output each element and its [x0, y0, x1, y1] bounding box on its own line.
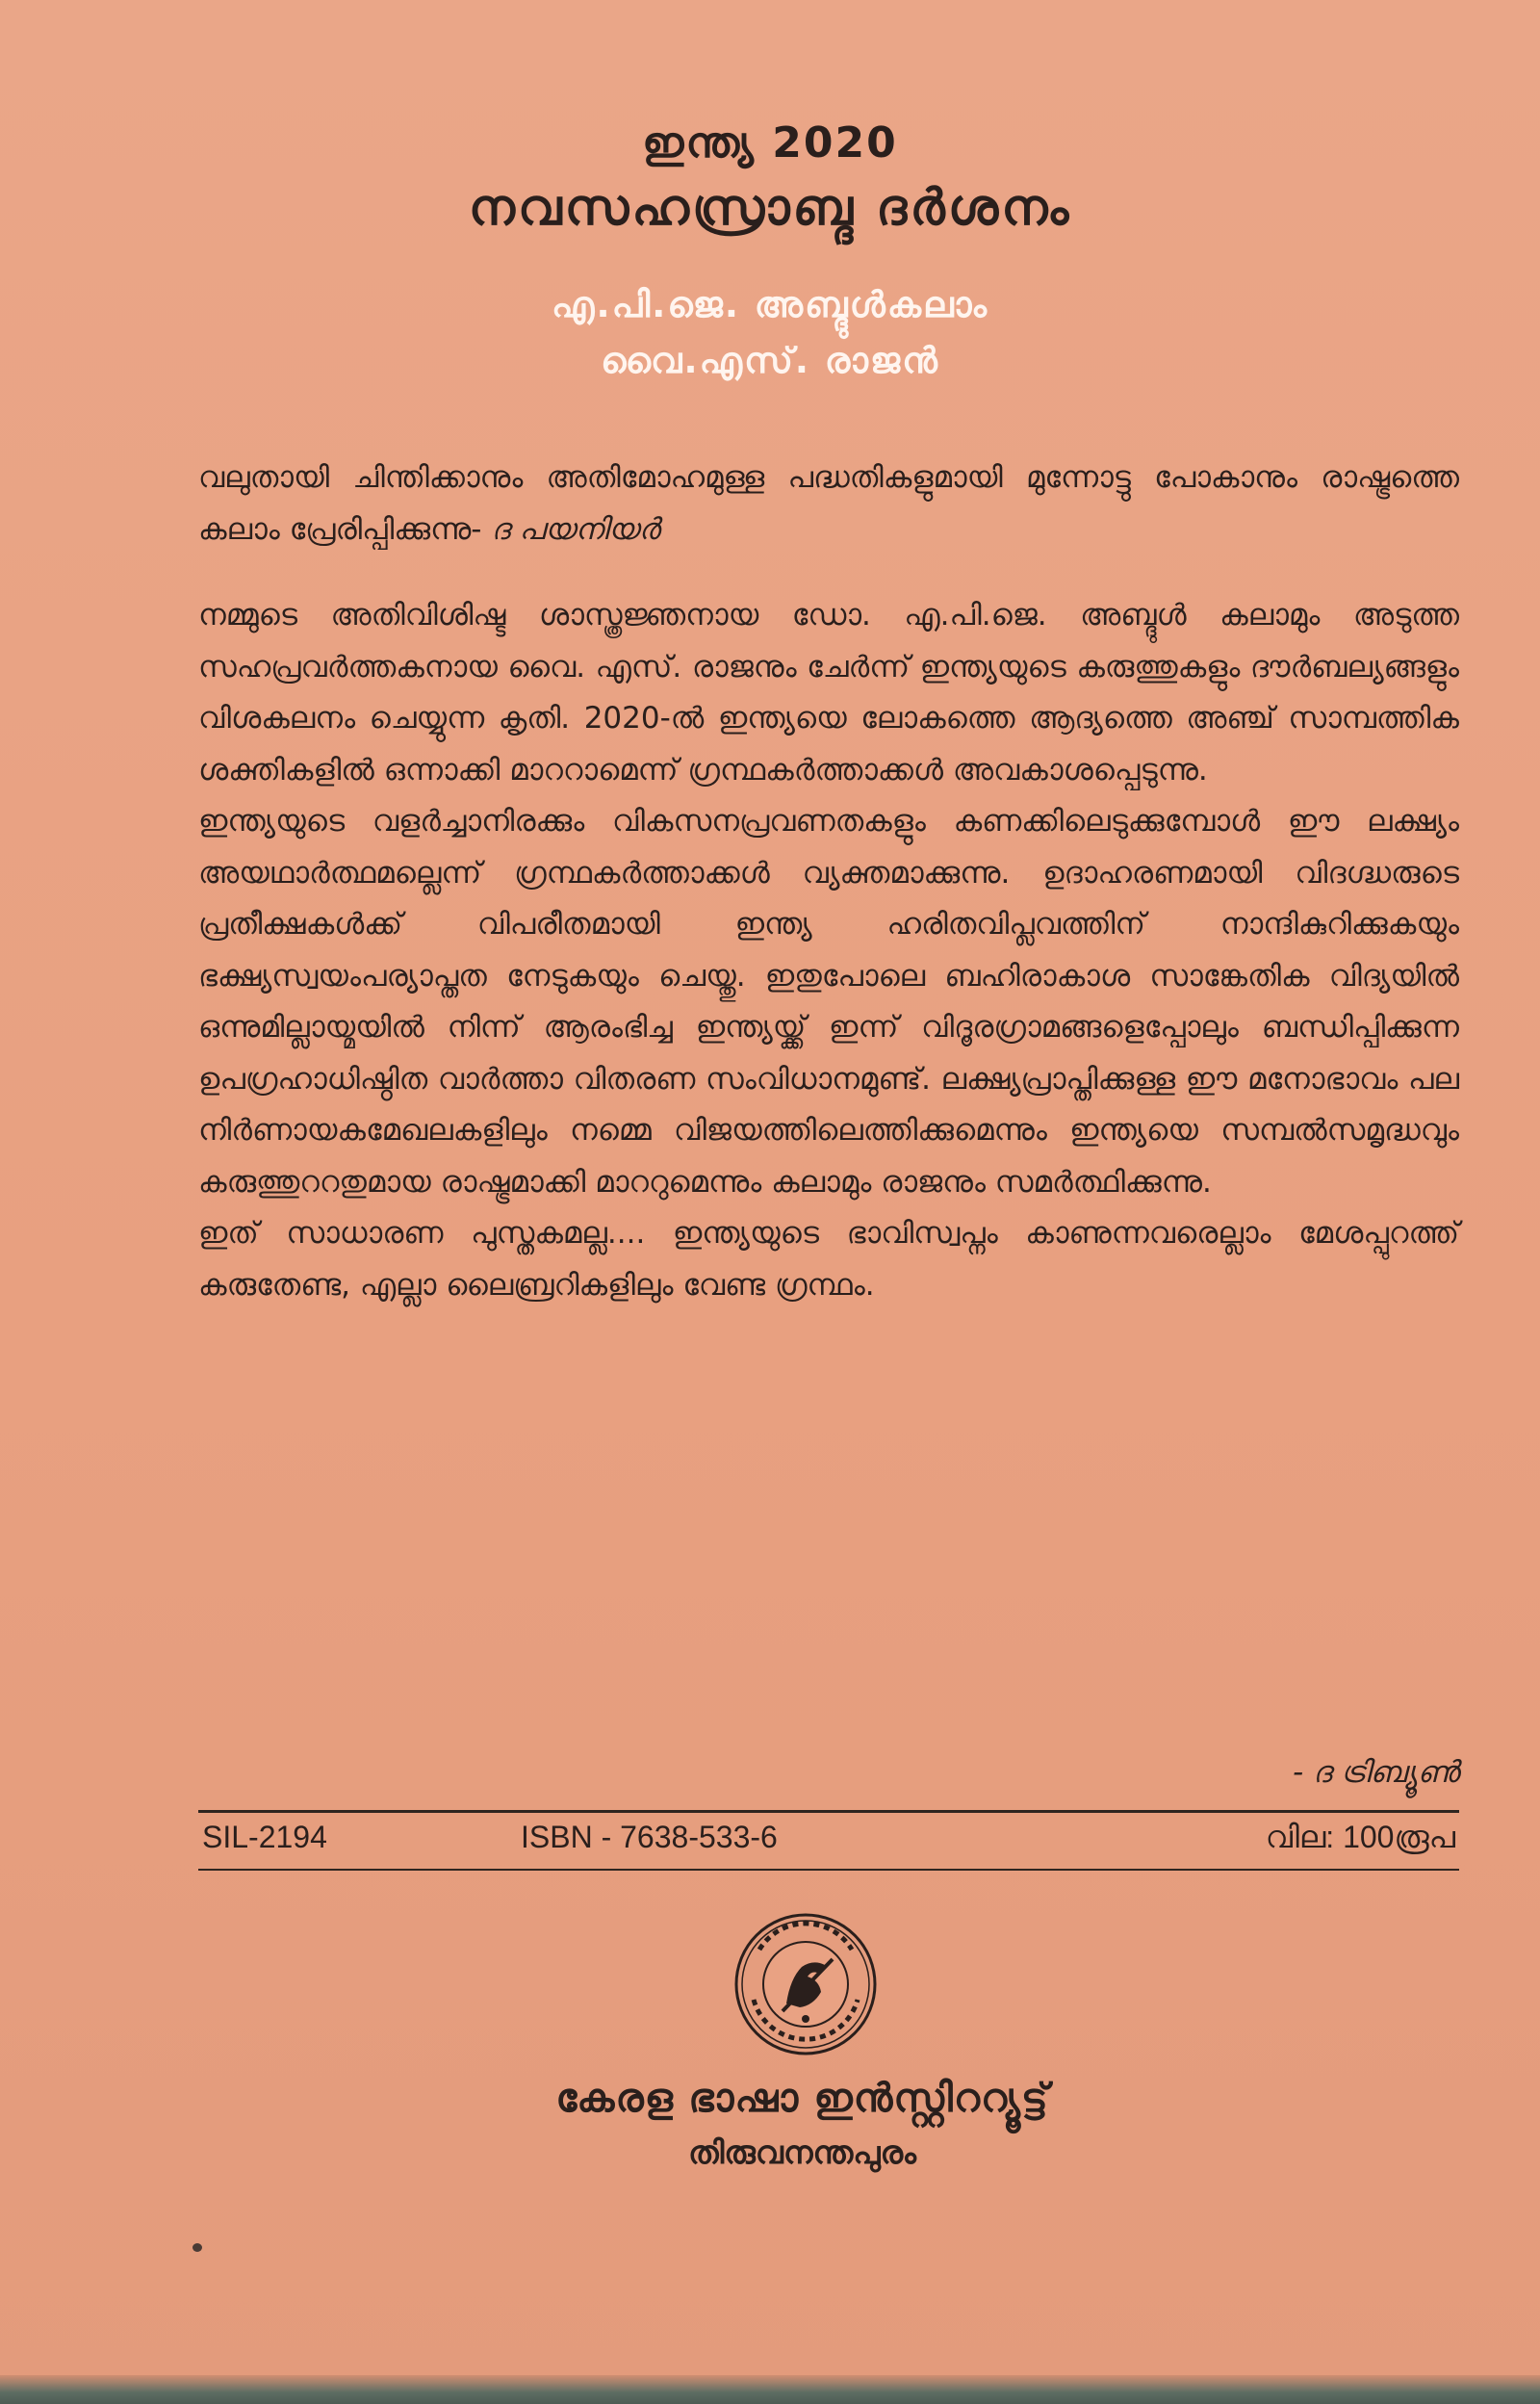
- divider-bottom: [198, 1869, 1459, 1871]
- blurb-paragraph-1: നമ്മുടെ അതിവിശിഷ്ട ശാസ്ത്രജ്ഞനായ ഡോ. എ.പി.ജെ. അബ്ദുൾ കലാമും അടുത്ത സഹപ്രവർത്തകനായ വൈ. എസ്. രാജനും ചേർന്ന് ഇന്ത്യയുടെ കരുത്തുകളും ദൗർബല്യങ്ങളും വിശകലനം ചെയ്യുന്ന കൃതി. 2020-ൽ ഇന്ത്യയെ ലോകത്തെ ആദ്യത്തെ അഞ്ച് സാമ്പത്തിക ശക്തികളിൽ ഒന്നാക്കി മാററാമെന്ന് ഗ്രന്ഥകർത്താക്കൾ അവകാശപ്പെടുന്നു.: [198, 598, 1459, 788]
- title-block: [192, 114, 1348, 243]
- catalog-code: SIL-2194: [202, 1820, 327, 1854]
- print-speck: [192, 2243, 202, 2252]
- publisher-block: [289, 2068, 1316, 2178]
- publisher-place: തിരുവനന്തപുരം: [688, 2133, 916, 2171]
- authors-block: [192, 277, 1348, 389]
- author-2: വൈ.എസ്. രാജൻ: [601, 340, 939, 381]
- isbn: ISBN - 7638-533-6: [521, 1820, 778, 1854]
- divider-top: [198, 1810, 1459, 1813]
- blurb: [198, 452, 1459, 1311]
- bottom-edge: [0, 2375, 1540, 2404]
- blurb-paragraph-3: ഇത് സാധാരണ പുസ്തകമല്ല.... ഇന്ത്യയുടെ ഭാവിസ്വപ്നം കാണുന്നവരെല്ലാം മേശപ്പുറത്ത് കരുതേണ്ട, എല്ലാ ലൈബ്രറികളിലും വേണ്ട ഗ്രന്ഥം.: [198, 1216, 1459, 1303]
- author-1: എ.പി.ജെ. അബ്ദുൾകലാം: [552, 284, 988, 325]
- publisher-name: കേരള ഭാഷാ ഇൻസ്റ്റിററ്യൂട്ട്: [555, 2075, 1049, 2121]
- review-quote: [198, 452, 1459, 556]
- blurb-paragraph-2: ഇന്ത്യയുടെ വളർച്ചാനിരക്കും വികസനപ്രവണതകളും കണക്കിലെടുക്കുമ്പോൾ ഈ ലക്ഷ്യം അയഥാർത്ഥമല്ലെന്ന് ഗ്രന്ഥകർത്താക്കൾ വ്യക്തമാക്കുന്നു. ഉദാഹരണമായി വിദഗ്ദ്ധരുടെ പ്രതീക്ഷകൾക്ക് വിപരീതമായി ഇന്ത്യ ഹരിതവിപ്ലവത്തിന് നാന്ദികുറിക്കുകയും ഭക്ഷ്യസ്വയംപര്യാപ്തത നേടുകയും ചെയ്തു. ഇതുപോലെ ബഹിരാകാശ സാങ്കേതിക വിദ്യയിൽ ഒന്നുമില്ലായ്മയിൽ നിന്ന് ആരംഭിച്ച ഇന്ത്യയ്ക്ക് ഇന്ന് വിദൂരഗ്രാമങ്ങളെപ്പോലും ബന്ധിപ്പിക്കുന്ന ഉപഗ്രഹാധിഷ്ഠിത വാർത്താ വിതരണ സംവിധാനമുണ്ട്. ലക്ഷ്യപ്രാപ്തിക്കുള്ള ഈ മനോഭാവം പല നിർണായകമേഖലകളിലും നമ്മെ വിജയത്തിലെത്തിക്കുമെന്നും ഇന്ത്യയെ സമ്പൽസമൃദ്ധവും കരുത്തുററതുമായ രാഷ്ട്രമാക്കി മാററുമെന്നും കലാമും രാജനും സമർത്ഥിക്കുന്നു.: [198, 804, 1459, 1200]
- review-quote-text: വലുതായി ചിന്തിക്കാനും അതിമോഹമുള്ള പദ്ധതികളുമായി മുന്നോട്ടു പോകാനും രാഷ്ട്രത്തെ കലാം പ്രേരിപ്പിക്കുന്നു-: [198, 460, 1459, 547]
- book-title-line2: നവസഹസ്രാബ്ദ ദർശനം: [468, 179, 1072, 237]
- book-title-line1: ഇന്ത്യ 2020: [642, 118, 898, 168]
- catalog-info-row: [198, 1816, 1459, 1866]
- publisher-emblem-icon: [732, 1911, 879, 2057]
- review-signature: - ദ ട്രിബ്യൂൺ: [1292, 1755, 1459, 1790]
- review-quote-attribution: ദ പയനിയർ: [491, 511, 660, 547]
- price: വില: 100രൂപ: [1265, 1820, 1455, 1854]
